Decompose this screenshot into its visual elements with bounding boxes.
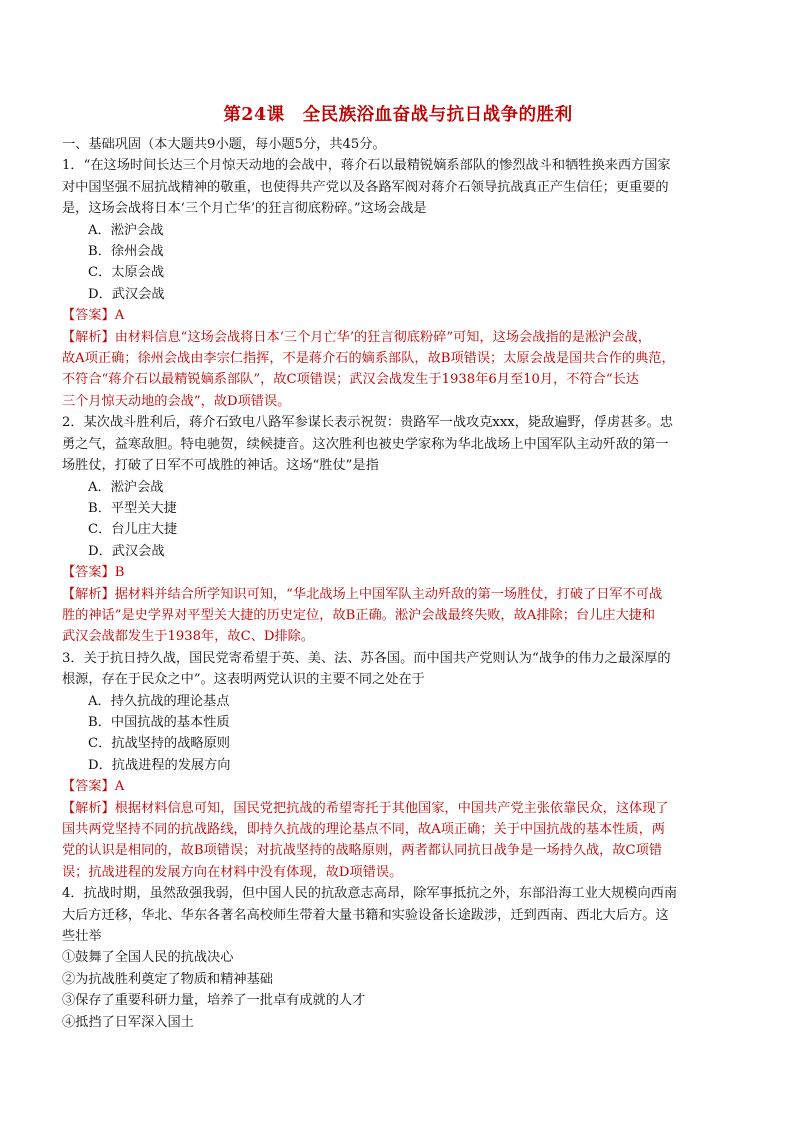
option-a: A．持久抗战的理论基点 [88, 693, 230, 709]
option-c: C．抗战坚持的战略原则 [88, 736, 230, 752]
section-heading: 一、基础巩固（本大题共9小题，每小题5分，共45分。 [62, 137, 386, 152]
option-b: B．中国抗战的基本性质 [88, 714, 230, 730]
analysis-line: 胜的神话”是史学界对平型关大捷的历史定位，故B正确。淞沪会战最终失败，故A排除；台儿庄大捷和 [62, 607, 656, 623]
analysis-line: 故A项正确；徐州会战由李宗仁指挥，不是蒋介石的嫡系部队，故B项错误；太原会战是国共合作的典范， [62, 351, 675, 367]
analysis-line: 国共两党坚持不同的抗战路线，即持久抗战的理论基点不同，故A项正确；关于中国抗战的基本性质，两 [62, 822, 665, 837]
option-a: A．淞沪会战 [88, 479, 164, 495]
option-d: D．武汉会战 [88, 286, 165, 302]
analysis-line: 误；抗战进程的发展方向在材料中没有体现，故D项错误。 [62, 864, 403, 880]
statement-item: ③保存了重要科研力量，培养了一批卓有成就的人才 [62, 993, 366, 1009]
analysis-line: 三个月惊天动地的会战”，故D项错误。 [62, 393, 291, 409]
question-stem-line: 大后方迁移，华北、华东各著名高校师生带着大量书籍和实验设备长途跋涉，迁到西南、西北大后方。这 [62, 907, 669, 923]
analysis-line: 不符合“蒋介石以最精锐嫡系部队”，故C项错误；武汉会战发生于1938年6月至10月，不符合“长达 [62, 372, 639, 388]
option-d: D．武汉会战 [88, 543, 165, 559]
question-stem-line: 1．“在这场时间长达三个月惊天动地的会战中，蒋介石以最精锐嫡系部队的惨烈战斗和牺牲换来西方国家 [62, 158, 671, 174]
answer-label: 【答案】A [62, 308, 125, 324]
statement-item: ①鼓舞了全国人民的抗战决心 [62, 950, 234, 966]
question-stem-line: 4．抗战时期，虽然敌强我弱，但中国人民的抗敌意志高昂，除军事抵抗之外，东部沿海工业大规模向西南 [62, 886, 678, 902]
page-title: 第24课 全民族浴血奋战与抗日战争的胜利 [223, 105, 573, 125]
question-3 [62, 648, 734, 883]
option-b: B．徐州会战 [88, 244, 164, 260]
analysis-line: 【解析】据材料并结合所学知识可知，“华北战场上中国军队主动歼敌的第一场胜仗，打破了日军不可战 [62, 586, 663, 602]
document-page [62, 104, 734, 1033]
question-stem-line: 些壮举 [62, 929, 102, 945]
option-c: C．太原会战 [88, 265, 165, 281]
question-1 [62, 155, 734, 412]
question-stem-line: 场胜仗，打破了日军不可战胜的神话。这场“胜仗”是指 [62, 458, 379, 474]
question-stem-line: 根源，存在于民众之中”。这表明两党认识的主要不同之处在于 [62, 672, 425, 688]
option-a: A．淞沪会战 [88, 222, 164, 238]
analysis-line: 【解析】由材料信息“这场会战将日本‘三个月亡华’的狂言彻底粉碎”可知，这场会战指的是淞沪会战， [62, 329, 651, 345]
question-2 [62, 412, 734, 647]
question-stem-line: 勇之气，益寒敌胆。特电驰贺，续候捷音。这次胜利也被史学家称为华北战场上中国军队主动歼敌的第一 [62, 436, 669, 452]
question-stem-line: 对中国坚强不屈抗战精神的敬重，也使得共产党以及各路军阀对蒋介石领导抗战真正产生信任；更重要的 [62, 179, 669, 195]
analysis-line: 武汉会战都发生于1938年，故C、D排除。 [62, 629, 315, 645]
statement-item: ④抵挡了日军深入国土 [62, 1014, 194, 1030]
option-d: D．抗战进程的发展方向 [88, 757, 231, 773]
analysis-line: 【解析】根据材料信息可知，国民党把抗战的希望寄托于其他国家，中国共产党主张依靠民众，这体现了 [62, 800, 669, 816]
option-b: B．平型关大捷 [88, 500, 177, 516]
question-stem-line: 是，这场会战将日本‘三个月亡华’的狂言彻底粉碎。”这场会战是 [62, 201, 427, 217]
question-4 [62, 883, 734, 1033]
answer-label: 【答案】A [62, 779, 125, 795]
question-stem-line: 3．关于抗日持久战，国民党寄希望于英、美、法、苏各国。而中国共产党则认为“战争的伟力之最深厚的 [62, 650, 671, 666]
statement-item: ②为抗战胜利奠定了物质和精神基础 [62, 971, 273, 987]
option-c: C．台儿庄大捷 [88, 522, 178, 538]
answer-label: 【答案】B [62, 565, 125, 581]
analysis-line: 党的认识是相同的，故B项错误；对抗战坚持的战略原则，两者都认同抗日战争是一场持久战，故C项错 [62, 843, 663, 859]
question-stem-line: 2．某次战斗胜利后，蒋介石致电八路军参谋长表示祝贺：贵路军一战攻克xxx，毙敌遍野，俘虏甚多。忠 [62, 415, 673, 431]
